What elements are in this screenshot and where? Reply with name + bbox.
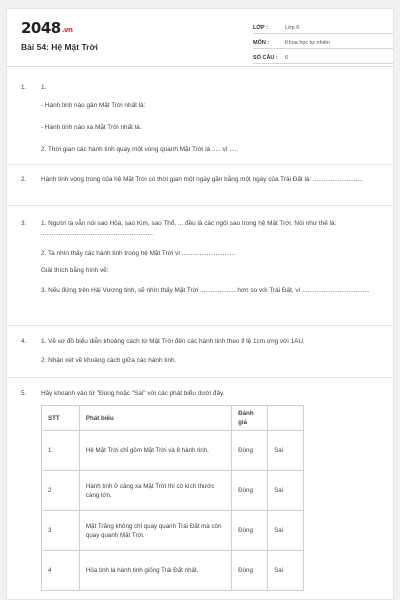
question-line: Giải thích bằng hình vẽ: [41, 267, 109, 274]
question-number: 2. [21, 176, 27, 183]
column-header-blank [268, 406, 304, 431]
site-logo[interactable] [21, 19, 72, 37]
option-true[interactable]: Đúng [232, 551, 268, 591]
question-number: 4. [21, 338, 27, 345]
row-statement: Mặt Trăng không chỉ quay quanh Trái Đất mà còn quay quanh Mặt Trời. [79, 511, 231, 551]
worksheet-header [6, 8, 394, 66]
question-line: 3. Nếu đứng trên Hải Vương tinh, sẽ nhìn thấy Mặt Trời .................... hơn so với Trái Đất, vì ...................................... [41, 287, 370, 294]
lesson-meta [253, 19, 393, 64]
logo-suffix-text: .vn [61, 26, 73, 34]
table-row [42, 431, 304, 471]
meta-label: LỚP : [253, 25, 268, 31]
option-false[interactable]: Sai [268, 511, 304, 551]
question-line: 1. [41, 84, 47, 91]
question-line: Hành tinh vòng trong của hệ Mặt Trời có thời gian một ngày gần bằng một ngày của Trái Đất là: ............................ [41, 176, 363, 183]
question-list [6, 66, 394, 600]
question-line: 2. Thời gian các hành tinh quay một vòng quanh Mặt Trời là ..... vì ..... [41, 146, 239, 153]
question-number: 5. [21, 390, 27, 397]
table-row [42, 471, 304, 511]
question-line: - Hành tinh nào xa Mặt Trời nhất là: [41, 124, 142, 131]
question-divider [7, 205, 393, 206]
question-divider [7, 377, 393, 378]
row-statement: Hệ Mặt Trời chỉ gồm Mặt Trời và 8 hành tinh. [79, 431, 231, 471]
column-header-stt: STT [42, 406, 80, 431]
question-number: 3. [21, 220, 27, 227]
row-number: 3 [42, 511, 80, 551]
logo-main-text: 2048 [21, 19, 61, 37]
question-5 [21, 389, 381, 591]
question-2 [21, 175, 381, 193]
question-line: Hãy khoanh vào từ "Đúng hoặc "Sai" với các phát biểu dưới đây. [41, 390, 225, 397]
table-row [42, 551, 304, 591]
row-number: 1 [42, 431, 80, 471]
option-false[interactable]: Sai [268, 431, 304, 471]
question-divider [7, 164, 393, 165]
column-header-statement: Phát biểu [79, 406, 231, 431]
question-number: 1. [21, 84, 27, 91]
question-line: 1. Vẽ sơ đồ biểu diễn khoảng cách từ Mặt Trời đến các hành tinh theo tỉ lệ 1cm ứng với 1AU. [41, 338, 305, 345]
option-false[interactable]: Sai [268, 551, 304, 591]
true-false-table [41, 405, 304, 591]
question-line: - Hành tinh nào gần Mặt Trời nhất là: [41, 102, 146, 109]
table-row [42, 511, 304, 551]
row-number: 4 [42, 551, 80, 591]
question-4 [21, 337, 381, 374]
question-3 [21, 219, 381, 304]
column-header-evaluation: Đánh giá [232, 406, 268, 431]
meta-row-grade [253, 19, 393, 34]
option-false[interactable]: Sai [268, 471, 304, 511]
option-true[interactable]: Đúng [232, 471, 268, 511]
meta-value: 6 [285, 55, 289, 61]
meta-row-question-count [253, 49, 393, 64]
question-line: 2. Nhận xét về khoảng cách giữa các hành tinh. [41, 357, 177, 364]
option-true[interactable]: Đúng [232, 431, 268, 471]
row-statement: Hành tinh ở càng xa Mặt Trời thì có kích thước càng lớn. [79, 471, 231, 511]
meta-label: SỐ CÂU : [253, 55, 278, 61]
table-header-row [42, 406, 304, 431]
meta-label: MÔN : [253, 40, 270, 46]
lesson-title: Bài 54: Hệ Mặt Trời [21, 42, 98, 52]
meta-value: Lớp 6 [285, 25, 300, 31]
option-true[interactable]: Đúng [232, 511, 268, 551]
meta-row-subject [253, 34, 393, 49]
question-1 [21, 83, 381, 163]
question-line: 2. Ta nhìn thấy các hành tinh trong hệ Mặt Trời vì .............................. [41, 250, 236, 257]
question-divider [7, 325, 393, 326]
row-number: 2 [42, 471, 80, 511]
question-line: 1. Người ta vẫn nói sao Hỏa, sao Kim, sao Thổ, ... đều là các ngôi sao trong hệ Mặt Trời. Nói như thế là: ............................................................... [41, 220, 337, 237]
row-statement: Hỏa tinh là hành tinh giống Trái Đất nhất. [79, 551, 231, 591]
meta-value: Khoa học tự nhiên [285, 40, 330, 46]
